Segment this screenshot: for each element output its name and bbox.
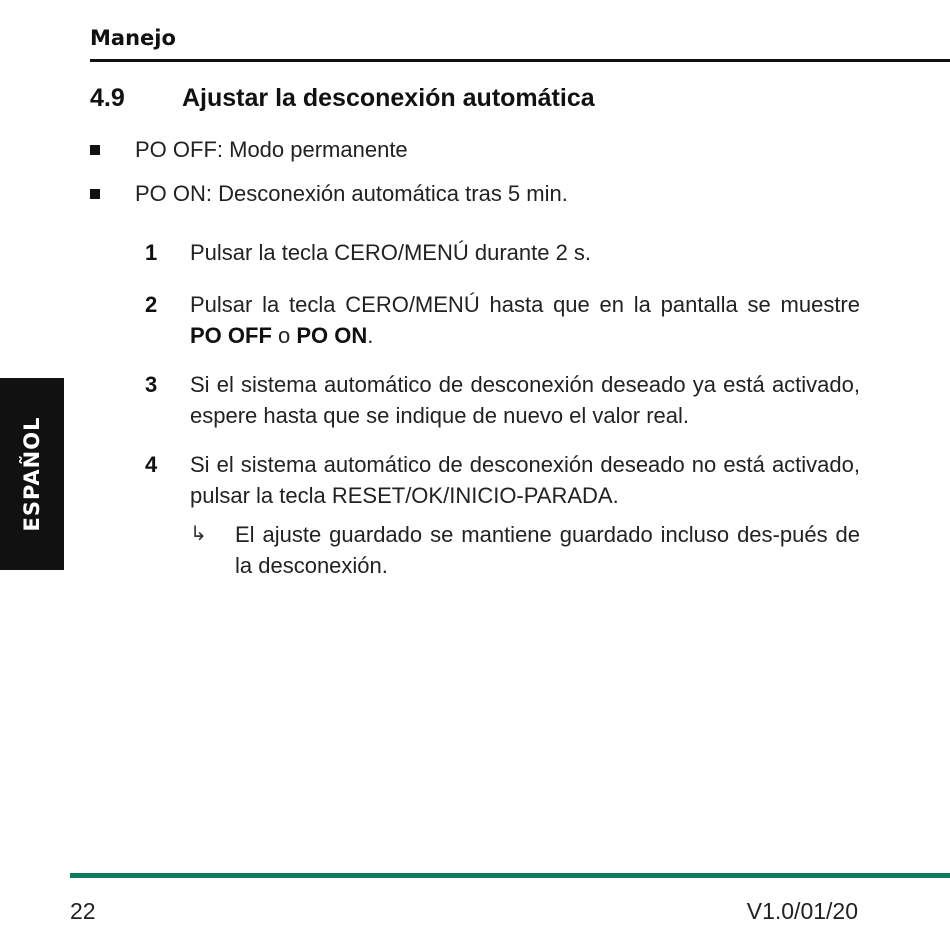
running-header: Manejo xyxy=(90,26,176,50)
language-tab-label: ESPAÑOL xyxy=(20,416,44,532)
section-heading xyxy=(90,84,595,113)
square-bullet-icon xyxy=(90,189,100,199)
result-text: El ajuste guardado se mantiene guardado incluso des-pués de la desconexión. xyxy=(235,522,860,578)
result-arrow-icon: ↳ xyxy=(190,523,207,545)
section-number: 4.9 xyxy=(90,84,125,112)
step-item xyxy=(145,289,860,351)
step-number: 2 xyxy=(145,292,158,317)
mode-label-off: PO OFF xyxy=(190,323,272,348)
bullet-text: PO OFF: Modo permanente xyxy=(135,137,408,162)
step-item xyxy=(145,369,860,431)
header-divider xyxy=(90,59,950,62)
bullet-text: PO ON: Desconexión automática tras 5 min. xyxy=(135,181,568,206)
step-item xyxy=(145,449,860,511)
step-item xyxy=(145,237,860,268)
step-number: 3 xyxy=(145,372,158,397)
version-label: V1.0/01/20 xyxy=(746,898,858,924)
result-item xyxy=(190,519,860,581)
section-title: Ajustar la desconexión automática xyxy=(182,84,595,112)
step-text: Pulsar la tecla CERO/MENÚ durante 2 s. xyxy=(190,240,592,265)
step-text: Si el sistema automático de desconexión deseado ya está activado, espere hasta que se indique de nuevo el valor real. xyxy=(190,372,860,428)
step-text: Si el sistema automático de desconexión deseado no está activado, pulsar la tecla RESET/OK/INICIO-PARADA. xyxy=(190,452,860,508)
step-number: 1 xyxy=(145,240,158,265)
mode-label-on: PO ON xyxy=(296,323,368,348)
step-number: 4 xyxy=(145,452,158,477)
page-number: 22 xyxy=(70,898,96,924)
square-bullet-icon xyxy=(90,145,100,155)
footer-divider xyxy=(70,873,950,878)
language-tab xyxy=(0,378,64,570)
step-text: Pulsar la tecla CERO/MENÚ hasta que en la pantalla se muestre PO OFF o PO ON. xyxy=(190,292,860,348)
